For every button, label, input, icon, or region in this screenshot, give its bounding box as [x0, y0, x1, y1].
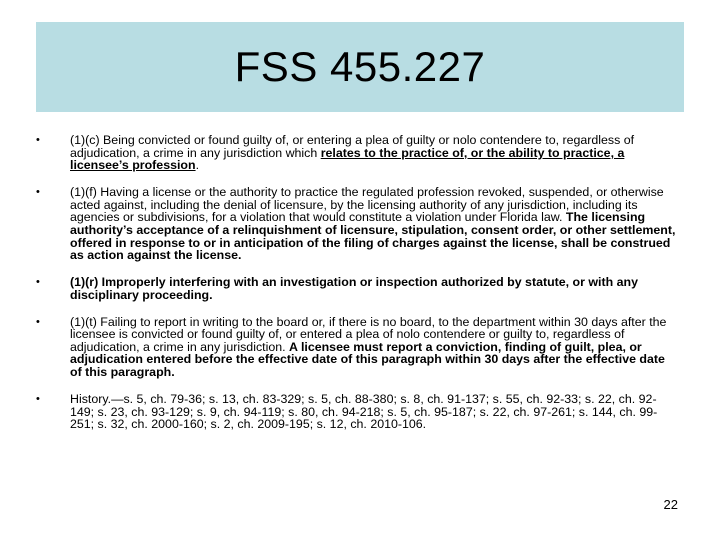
- bullet-text: [70, 316, 676, 379]
- bullet-marker: •: [36, 186, 40, 199]
- title-banner: [36, 22, 684, 112]
- bullet-item-1c: [36, 134, 676, 172]
- bullet-item-1f: [36, 186, 676, 262]
- bullet-emphasis-text: relates to the practice of, or the ability to practice, a licensee’s profession: [70, 145, 625, 173]
- bullet-item-1t: [36, 316, 676, 379]
- bullet-bold-text: A licensee must report a conviction, finding of guilt, plea, or adjudication entered before the effective date of this paragraph within 30 days after the effective date of this paragraph.: [70, 339, 665, 380]
- bullet-text: [70, 134, 676, 172]
- bullet-tail-text: .: [195, 158, 200, 173]
- bullet-item-1r: [36, 276, 676, 301]
- bullet-text: [70, 186, 676, 262]
- bullet-plain-text: (1)(c) Being convicted or found guilty of, or entering a plea of guilty or nolo contendere to, regardless of adjudication, a crime in any jurisdiction which: [70, 133, 635, 160]
- bullet-plain-text: (1)(t) Failing to report in writing to the board or, if there is no board, to the department within 30 days after the licensee is convicted or found guilty of, or entered a plea of nolo contendere or guilty to, regardless of adjudication, a crime in any jurisdiction.: [70, 314, 667, 354]
- bullet-marker: •: [36, 393, 40, 406]
- bullet-bold-text: The licensing authority’s acceptance of a relinquishment of licensure, stipulation, consent order, or other settlement, offered in response to or in anticipation of the filing of charges against the license, shall be construed as action against the license.: [70, 210, 676, 263]
- bullet-marker: •: [36, 315, 40, 328]
- bullet-marker: •: [36, 276, 40, 289]
- bullet-list: [36, 134, 676, 445]
- bullet-plain-text: (1)(f) Having a license or the authority to practice the regulated profession revoked, suspended, or otherwise acted against, including the denial of licensure, by the licensing authority of any jurisdiction, including its agencies or subdivisions, for a violation that would constitute a violation under Florida law.: [70, 185, 664, 225]
- bullet-plain-text: History.—s. 5, ch. 79-36; s. 13, ch. 83-329; s. 5, ch. 88-380; s. 8, ch. 91-137; s. 55, ch. 92-33; s. 22, ch. 92-149; s. 23, ch. 93-129; s. 9, ch. 94-119; s. 80, ch. 94-218; s. 5, ch. 95-187; s. 22, ch. 97-261; s. 144, ch. 99-251; s. 32, ch. 2000-160; s. 2, ch. 2009-195; s. 12, ch. 2010-106.: [70, 392, 658, 432]
- bullet-marker: •: [36, 134, 40, 146]
- bullet-bold-text: (1)(r) Improperly interfering with an investigation or inspection authorized by statute, or with any disciplinary proceeding.: [70, 275, 638, 302]
- slide-title: FSS 455.227: [234, 43, 486, 90]
- page-number: 22: [663, 497, 678, 512]
- bullet-item-history: [36, 393, 676, 431]
